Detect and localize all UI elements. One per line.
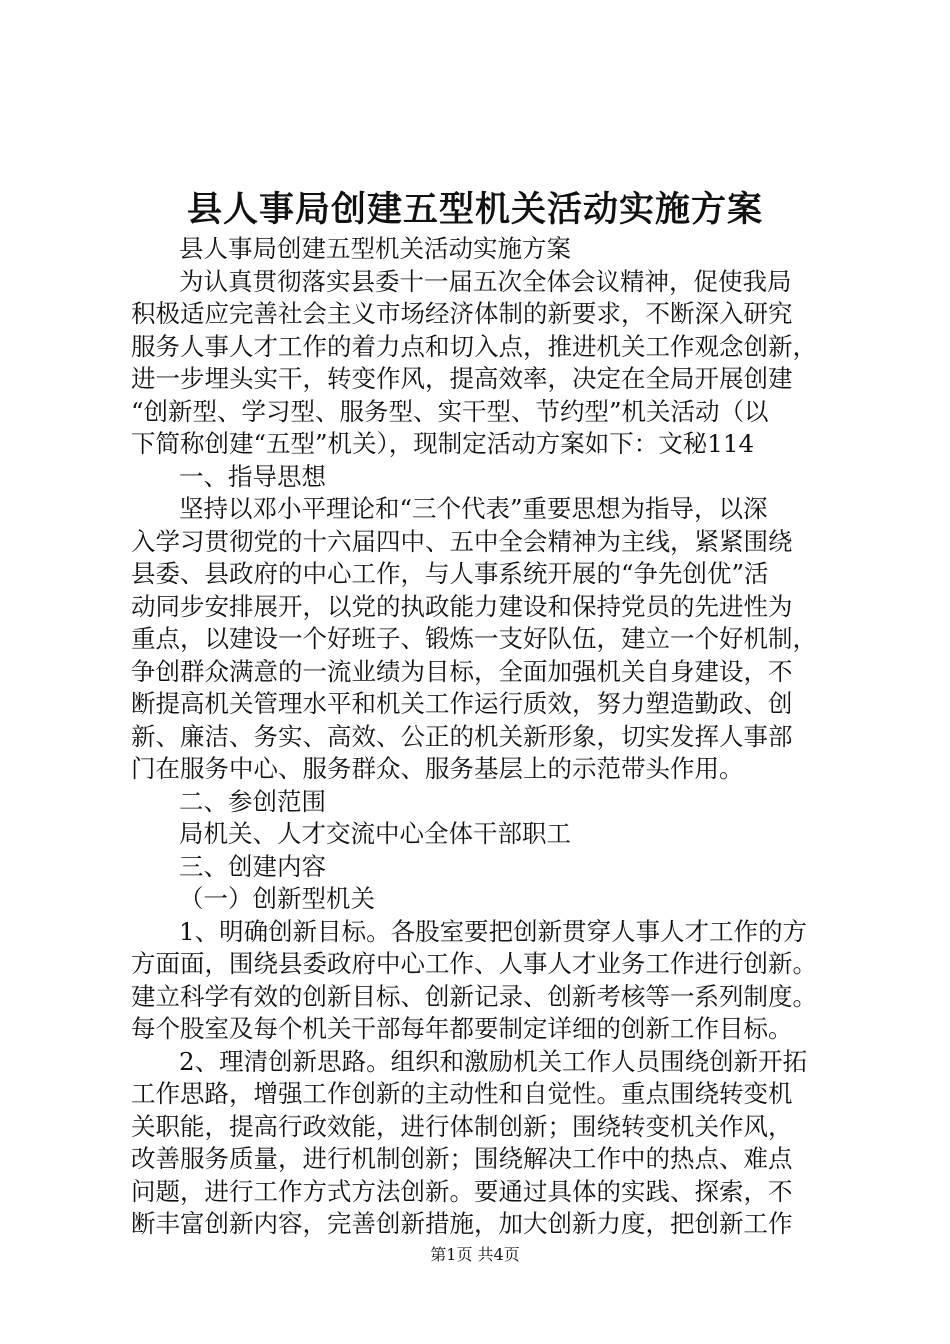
body-line: 重点，以建设一个好班子、锻炼一支好队伍，建立一个好机制，	[131, 624, 817, 653]
section-heading: 三、创建内容	[179, 851, 326, 881]
body-line: 动同步安排展开，以党的执政能力建设和保持党员的先进性为	[131, 591, 793, 621]
document-body	[131, 233, 833, 1241]
body-line: 局机关、人才交流中心全体干部职工	[179, 819, 571, 848]
body-line: 新、廉洁、务实、高效、公正的机关新形象，切实发挥人事部	[131, 721, 793, 751]
body-line: 县委、县政府的中心工作，与人事系统开展的“争先创优”活	[131, 559, 769, 588]
document-title: 县人事局创建五型机关活动实施方案	[186, 189, 763, 230]
body-line: 服务人事人才工作的着力点和切入点，推进机关工作观念创新，	[131, 331, 817, 361]
body-line: 1、明确创新目标。各股室要把创新贯穿人事人才工作的方	[179, 916, 808, 946]
body-line: 工作思路，增强工作创新的主动性和自觉性。重点围绕转变机	[131, 1079, 793, 1108]
body-line: 为认真贯彻落实县委十一届五次全体会议精神，促使我局	[179, 266, 792, 296]
body-line: 下简称创建“五型”机关），现制定活动方案如下：文秘114	[131, 429, 755, 458]
subsection-heading: （一）创新型机关	[179, 884, 375, 913]
body-line: 关职能，提高行政效能，进行体制创新；围绕转变机关作风，	[131, 1111, 793, 1141]
body-line: 县人事局创建五型机关活动实施方案	[179, 234, 571, 263]
body-line: 断提高机关管理水平和机关工作运行质效，努力塑造勤政、创	[131, 689, 793, 718]
body-line: 问题，进行工作方式方法创新。要通过具体的实践、探索，不	[131, 1176, 793, 1206]
body-line: 改善服务质量，进行机制创新；围绕解决工作中的热点、难点	[131, 1144, 793, 1173]
body-line: 建立科学有效的创新目标、创新记录、创新考核等一系列制度。	[131, 981, 817, 1011]
body-line: 2、理清创新思路。组织和激励机关工作人员围绕创新开拓	[179, 1046, 808, 1076]
body-line: 争创群众满意的一流业绩为目标，全面加强机关自身建设，不	[131, 656, 793, 686]
body-line: 断丰富创新内容，完善创新措施，加大创新力度，把创新工作	[131, 1209, 793, 1238]
section-heading: 二、参创范围	[179, 786, 326, 816]
body-line: 门在服务中心、服务群众、服务基层上的示范带头作用。	[131, 754, 744, 783]
section-heading: 一、指导思想	[179, 461, 326, 491]
body-line: 坚持以邓小平理论和“三个代表”重要思想为指导，以深	[179, 494, 768, 523]
page-footer: 第1页 共4页	[430, 1245, 520, 1264]
body-line: 积极适应完善社会主义市场经济体制的新要求，不断深入研究	[131, 299, 793, 328]
body-line: “创新型、学习型、服务型、实干型、节约型”机关活动（以	[131, 396, 769, 426]
body-line: 进一步埋头实干，转变作风，提高效率，决定在全局开展创建	[131, 364, 793, 393]
body-line: 入学习贯彻党的十六届四中、五中全会精神为主线，紧紧围绕	[131, 526, 793, 556]
body-line: 方面面，围绕县委政府中心工作、人事人才业务工作进行创新。	[131, 949, 817, 978]
body-line: 每个股室及每个机关干部每年都要制定详细的创新工作目标。	[131, 1014, 793, 1043]
